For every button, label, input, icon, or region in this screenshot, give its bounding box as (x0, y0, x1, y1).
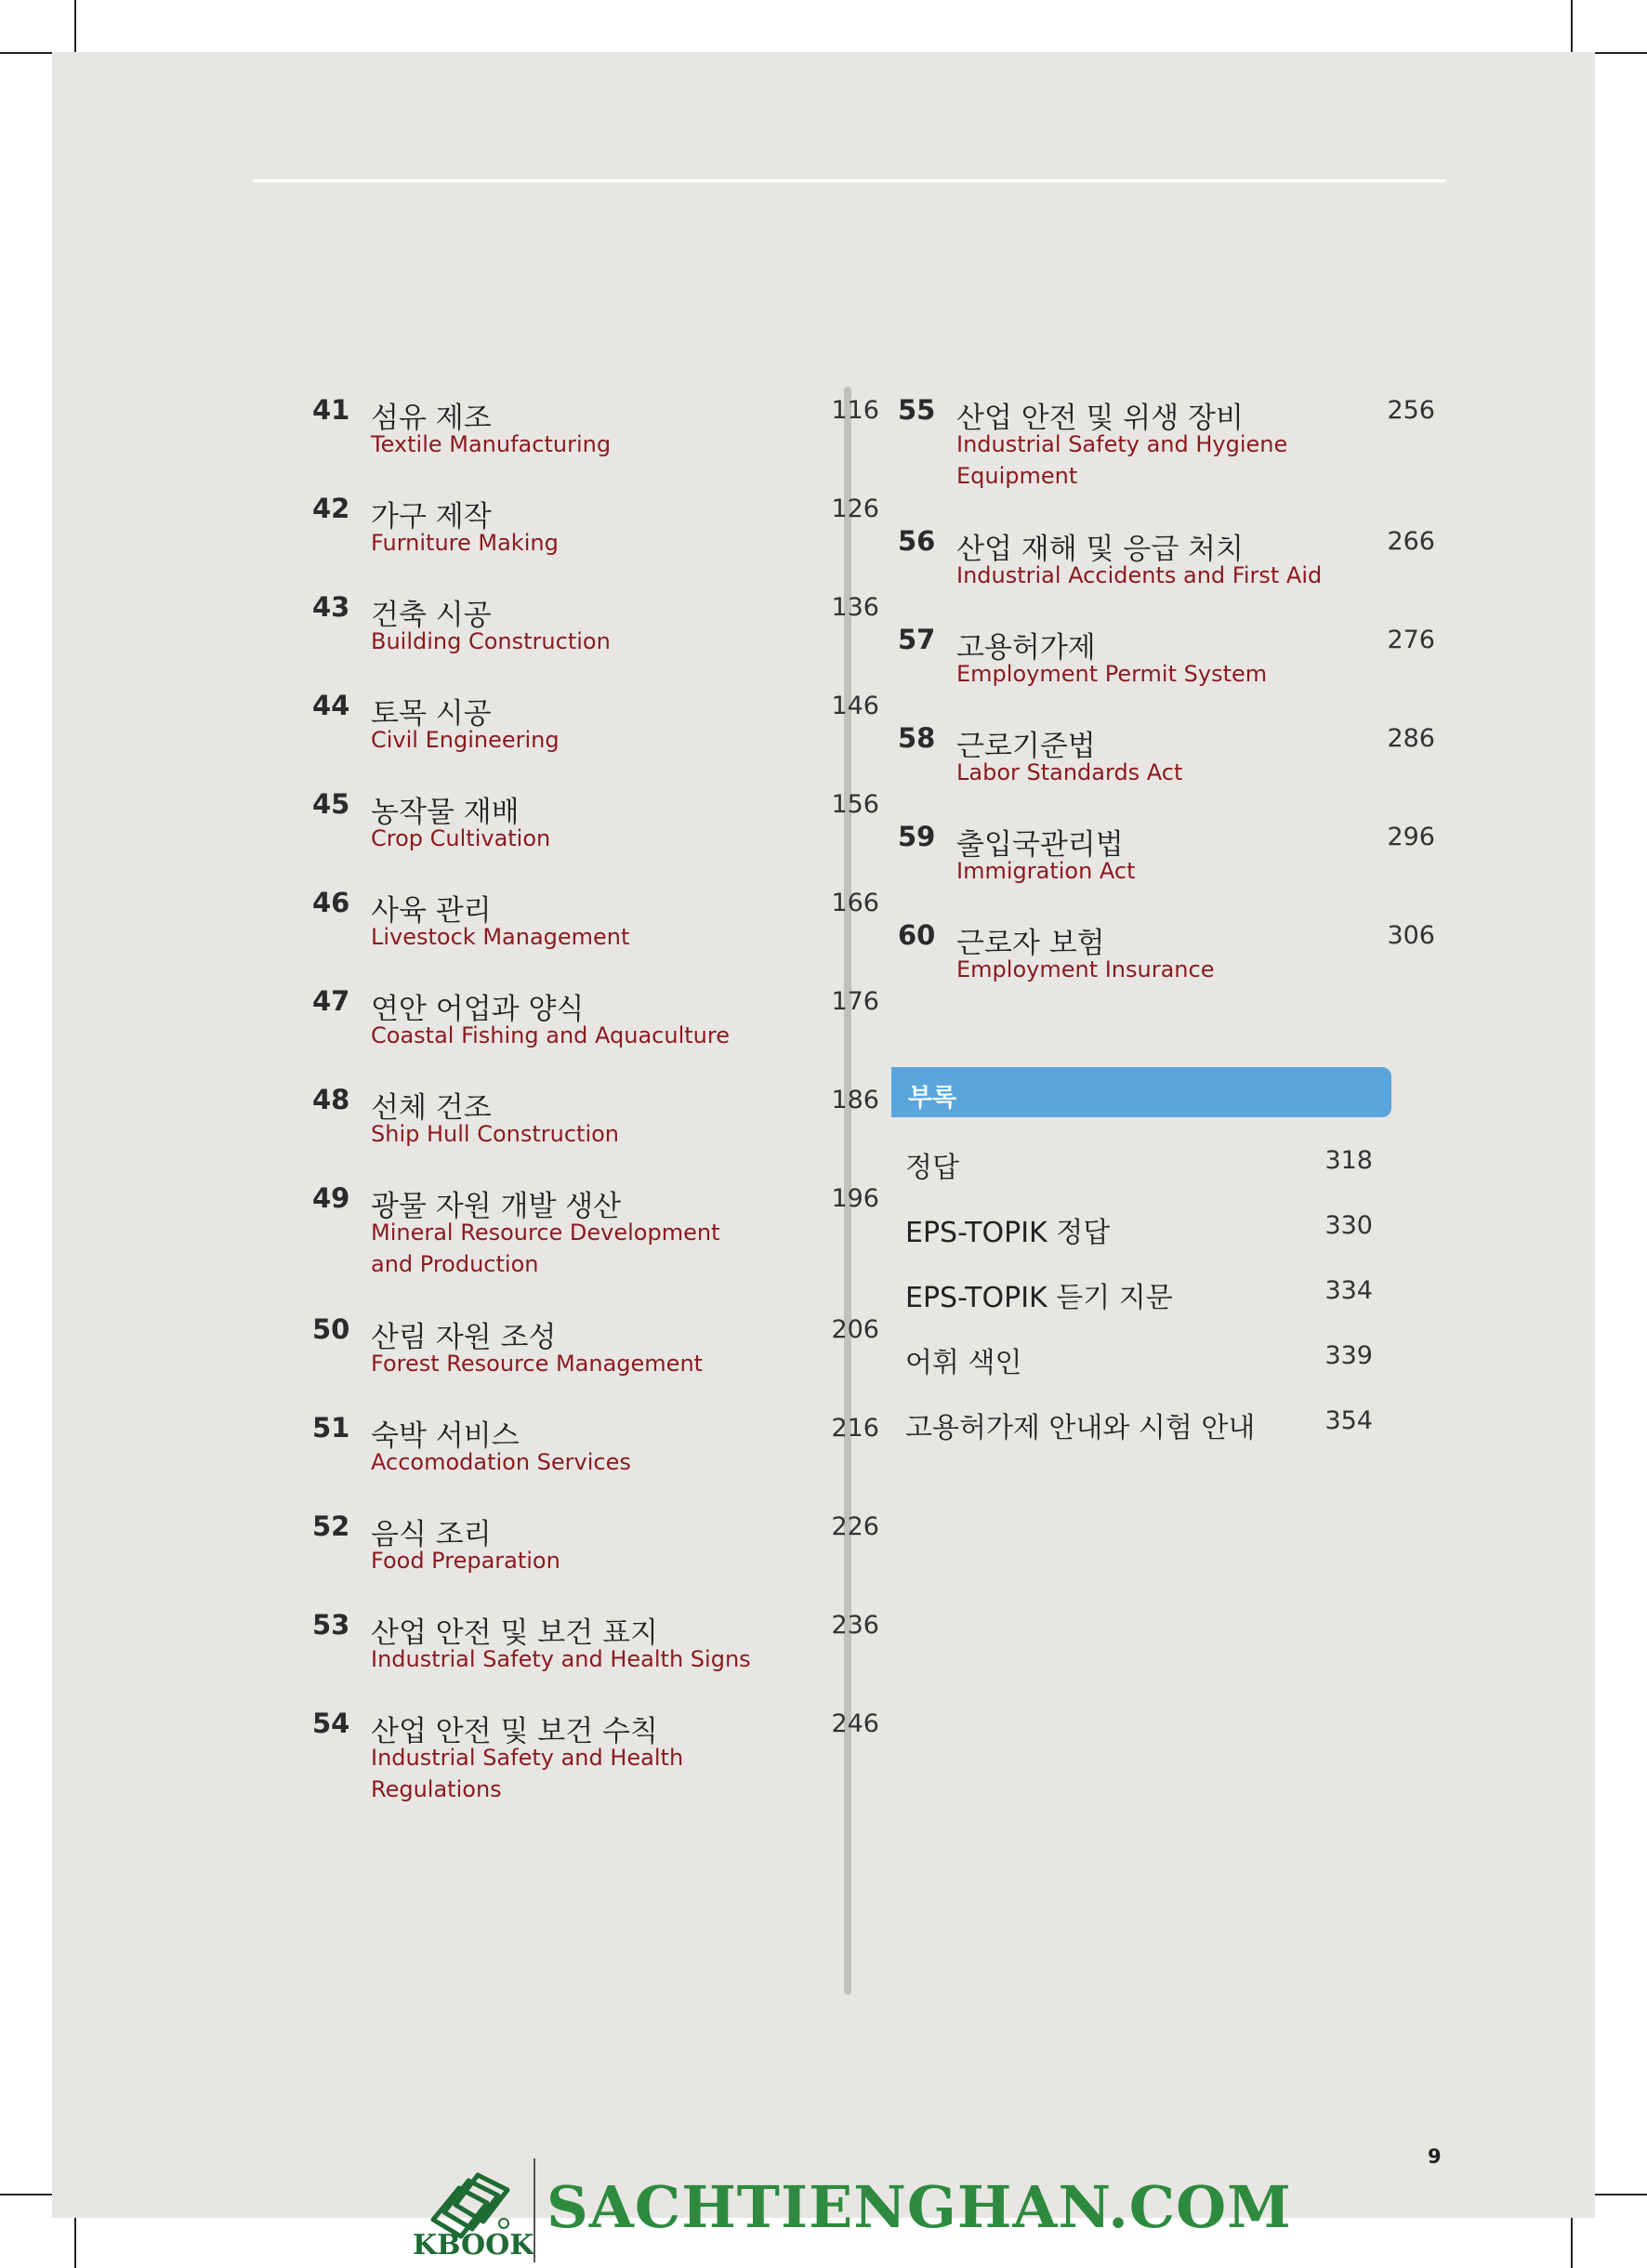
chapter-title-en: Industrial Safety and Hygiene Equipment (956, 431, 1288, 489)
chapter-title-ko: 산업 재해 및 응급 처치 (956, 533, 1244, 566)
appendix-item-page: 354 (1324, 1406, 1373, 1435)
footer-branding (0, 2149, 1647, 2268)
toc-entry[interactable] (312, 690, 884, 783)
appendix-item-page: 334 (1324, 1276, 1373, 1305)
chapter-title-en: Building Construction (371, 628, 611, 654)
chapter-title-ko: 건축 시공 (371, 599, 492, 632)
toc-entry[interactable] (312, 788, 884, 881)
document-page (52, 52, 1595, 2218)
toc-entry[interactable] (312, 1313, 884, 1406)
chapter-title-ko: 연안 어업과 양식 (371, 993, 585, 1026)
top-rule (253, 179, 1446, 182)
chapter-title-ko: 산업 안전 및 보건 표지 (371, 1616, 658, 1650)
site-name[interactable]: SACHTIENGHAN.COM (547, 2173, 1292, 2241)
chapter-page: 196 (831, 1184, 879, 1213)
chapter-title-en: Forest Resource Management (371, 1351, 704, 1377)
chapter-page: 116 (831, 396, 879, 425)
appendix-item[interactable] (905, 1209, 1444, 1250)
appendix-item-page: 330 (1324, 1211, 1373, 1240)
chapter-title-en: Livestock Management (371, 924, 630, 950)
toc-entry[interactable] (312, 985, 884, 1078)
chapter-number: 43 (312, 591, 350, 623)
chapter-page: 266 (1387, 527, 1435, 556)
chapter-page: 206 (831, 1315, 879, 1344)
chapter-number: 55 (898, 394, 936, 426)
chapter-number: 54 (312, 1708, 350, 1739)
toc-entry[interactable] (898, 722, 1442, 815)
toc-entry[interactable] (312, 394, 884, 487)
chapter-page: 126 (831, 494, 879, 523)
chapter-title-en: Civil Engineering (371, 727, 560, 753)
appendix-item-label: 정답 (905, 1152, 959, 1184)
appendix-item-label: 어휘 색인 (905, 1347, 1022, 1379)
chapter-page: 306 (1387, 921, 1435, 950)
appendix-item[interactable] (905, 1339, 1444, 1380)
appendix-item-label: EPS-TOPIK 정답 (905, 1217, 1111, 1249)
chapter-number: 56 (898, 525, 936, 557)
chapter-number: 42 (312, 493, 350, 524)
chapter-title-en: Furniture Making (371, 530, 559, 556)
chapter-title-ko: 광물 자원 개발 생산 (371, 1190, 622, 1223)
chapter-title-en: Crop Cultivation (371, 825, 551, 851)
chapter-page: 276 (1387, 626, 1435, 654)
chapter-title-ko: 음식 조리 (371, 1518, 492, 1551)
appendix-item[interactable] (905, 1274, 1444, 1315)
chapter-title-en: Textile Manufacturing (371, 431, 612, 457)
crop-mark (1595, 52, 1647, 54)
chapter-title-en: Labor Standards Act (956, 759, 1183, 785)
toc-entry[interactable] (312, 493, 884, 586)
chapter-number: 52 (312, 1510, 350, 1542)
page-number: 9 (1428, 2145, 1442, 2168)
chapter-number: 57 (898, 624, 936, 655)
appendix-title: 부록 (908, 1084, 957, 1113)
chapter-title-en: Industrial Accidents and First Aid (956, 562, 1323, 588)
chapter-title-en: Coastal Fishing and Aquaculture (371, 1022, 730, 1048)
chapter-title-ko: 산업 안전 및 보건 수칙 (371, 1715, 658, 1748)
chapter-number: 60 (898, 919, 936, 951)
toc-entry[interactable] (312, 1609, 884, 1702)
chapter-page: 286 (1387, 724, 1435, 753)
chapter-number: 49 (312, 1182, 350, 1214)
toc-entry[interactable] (312, 1510, 884, 1603)
chapter-title-ko: 근로기준법 (956, 730, 1096, 763)
chapter-title-en: Mineral Resource Development and Production (371, 1220, 720, 1277)
appendix-header (891, 1067, 1391, 1117)
chapter-title-en: Industrial Safety and Health Regulations (371, 1745, 684, 1802)
appendix-item-label: 고용허가제 안내와 시험 안내 (905, 1412, 1256, 1444)
toc-entry[interactable] (898, 624, 1442, 717)
toc-entry[interactable] (312, 1084, 884, 1177)
chapter-title-ko: 농작물 재배 (371, 796, 520, 829)
chapter-number: 44 (312, 690, 350, 721)
appendix-item-label: EPS-TOPIK 듣기 지문 (905, 1282, 1173, 1314)
chapter-title-en: Food Preparation (371, 1548, 560, 1574)
toc-entry[interactable] (898, 821, 1442, 914)
chapter-page: 256 (1387, 396, 1435, 425)
chapter-number: 45 (312, 788, 350, 820)
chapter-number: 58 (898, 722, 936, 754)
chapter-page: 216 (831, 1414, 879, 1443)
chapter-title-ko: 섬유 제조 (371, 402, 492, 435)
chapter-page: 226 (831, 1512, 879, 1541)
toc-entry[interactable] (312, 1708, 884, 1828)
crop-mark (0, 52, 52, 54)
kbook-logo-text: KBOOK (413, 2229, 534, 2261)
appendix-item-page: 318 (1324, 1146, 1373, 1175)
chapter-title-ko: 고용허가제 (956, 631, 1096, 665)
footer-divider (534, 2158, 535, 2262)
chapter-page: 166 (831, 889, 879, 917)
chapter-page: 156 (831, 790, 879, 819)
chapter-number: 41 (312, 394, 350, 426)
chapter-number: 59 (898, 821, 936, 852)
toc-entry[interactable] (312, 887, 884, 980)
toc-entry[interactable] (312, 591, 884, 684)
toc-entry[interactable] (898, 919, 1442, 1012)
chapter-page: 176 (831, 987, 879, 1016)
chapter-title-en: Ship Hull Construction (371, 1121, 620, 1147)
chapter-page: 146 (831, 692, 879, 720)
toc-entry[interactable] (898, 525, 1442, 618)
toc-entry[interactable] (312, 1182, 884, 1303)
chapter-title-ko: 토목 시공 (371, 697, 492, 731)
chapter-title-ko: 선체 건조 (371, 1091, 492, 1125)
appendix-item[interactable] (905, 1144, 1444, 1185)
chapter-number: 50 (312, 1313, 350, 1345)
chapter-number: 48 (312, 1084, 350, 1115)
chapter-number: 53 (312, 1609, 350, 1641)
chapter-page: 136 (831, 593, 879, 622)
chapter-number: 47 (312, 985, 350, 1017)
appendix-item[interactable] (905, 1404, 1444, 1445)
chapter-title-en: Industrial Safety and Health Signs (371, 1646, 751, 1672)
crop-mark (74, 0, 76, 52)
chapter-title-ko: 산업 안전 및 위생 장비 (956, 402, 1244, 435)
chapter-title-ko: 가구 제작 (371, 500, 492, 534)
chapter-title-ko: 숙박 서비스 (371, 1419, 520, 1453)
chapter-page: 296 (1387, 823, 1435, 851)
chapter-title-en: Employment Permit System (956, 661, 1268, 687)
toc-entry[interactable] (898, 394, 1442, 515)
chapter-title-ko: 산림 자원 조성 (371, 1321, 557, 1354)
chapter-title-ko: 근로자 보험 (956, 927, 1105, 960)
chapter-page: 236 (831, 1611, 879, 1640)
chapter-page: 186 (831, 1086, 879, 1114)
appendix-item-page: 339 (1324, 1341, 1373, 1370)
chapter-number: 51 (312, 1412, 350, 1444)
chapter-title-en: Employment Insurance (956, 956, 1215, 982)
crop-mark (1571, 0, 1573, 52)
chapter-number: 46 (312, 887, 350, 918)
chapter-title-ko: 출입국관리법 (956, 828, 1124, 862)
chapter-title-ko: 사육 관리 (371, 894, 492, 928)
chapter-page: 246 (831, 1709, 879, 1738)
toc-entry[interactable] (312, 1412, 884, 1505)
chapter-title-en: Accomodation Services (371, 1449, 631, 1475)
chapter-title-en: Immigration Act (956, 858, 1136, 884)
